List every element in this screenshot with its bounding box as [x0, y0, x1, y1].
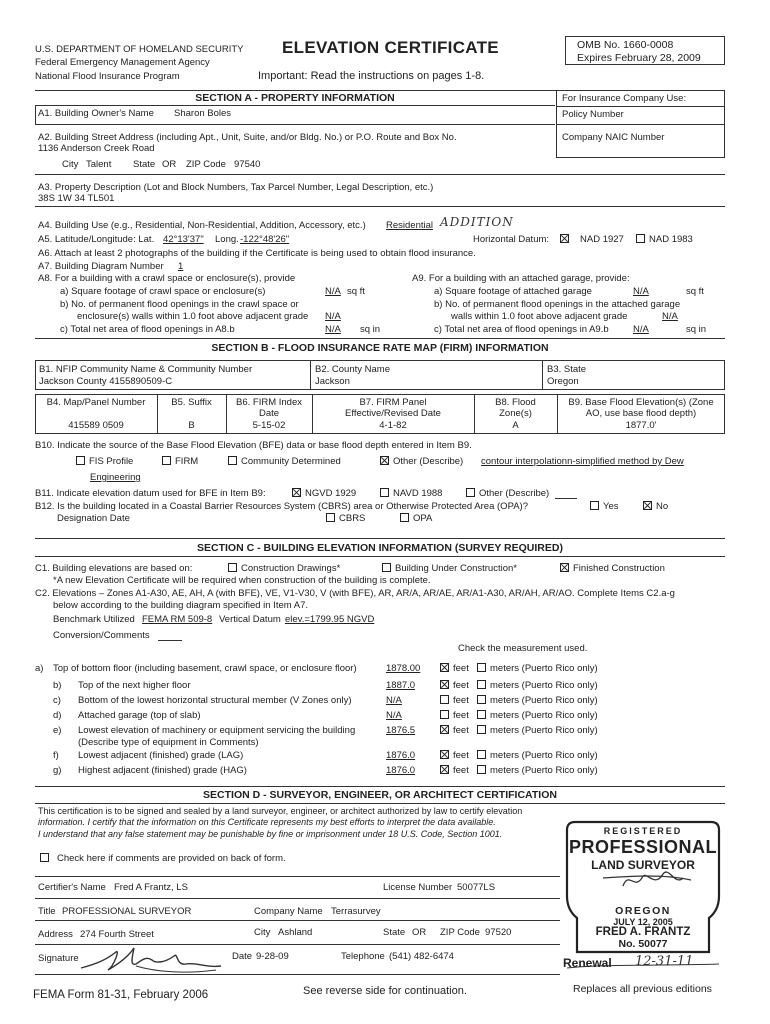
footer-form: FEMA Form 81-31, February 2006 [33, 989, 209, 1001]
row-value: N/A [386, 695, 402, 706]
fis-option[interactable] [76, 456, 133, 467]
checkbox[interactable] [440, 750, 449, 759]
community-option[interactable] [228, 456, 341, 467]
row-letter: g) [53, 765, 62, 776]
dzip-value: 97520 [485, 927, 512, 938]
meters-label: meters (Puerto Rico only) [490, 710, 598, 721]
dcity-label: City [254, 927, 271, 938]
zip-label: ZIP Code [186, 159, 226, 170]
a5-lat: 42°13'37" [163, 234, 204, 245]
b8-label: B8. Flood [495, 397, 536, 408]
a4-label: A4. Building Use (e.g., Residential, Non-Residential, Addition, Accessory, etc.) [38, 220, 366, 231]
checkbox[interactable] [440, 710, 449, 719]
nad1983-label: NAD 1983 [649, 234, 693, 245]
b7-value: 4-1-82 [379, 420, 407, 431]
comments-option[interactable] [40, 853, 286, 864]
dstate-label: State [383, 927, 406, 938]
other-label: Other (Describe) [393, 456, 464, 467]
vdatum-value: elev.=1799.95 NGVD [285, 614, 375, 625]
b11-label: B11. Indicate elevation datum used for BFE in Item B9: [35, 488, 266, 499]
certifier-label: Certifier's Name [38, 882, 106, 893]
rule [35, 898, 560, 899]
c1-note: *A new Elevation Certificate will be required when construction of the building is complete. [53, 575, 431, 586]
city-value: Talent [86, 159, 112, 170]
row-label: Lowest elevation of machinery or equipment servicing the building [78, 725, 356, 736]
stamp-renewal: Renewal [563, 956, 612, 970]
navd-option[interactable] [380, 488, 442, 499]
checkbox[interactable] [440, 765, 449, 774]
feet-option[interactable] [440, 725, 469, 736]
a5-long-label: Long. [215, 234, 239, 245]
stamp-professional: PROFESSIONAL [568, 837, 717, 857]
no-option[interactable] [643, 501, 668, 512]
cbrs-option[interactable] [326, 513, 365, 524]
stamp-renewal-date: 12-31-11 [635, 954, 694, 969]
meters-option[interactable] [477, 663, 598, 674]
a6-text: A6. Attach at least 2 photographs of the building if the Certificate is being used to obtain flood insurance. [38, 248, 476, 259]
agency-name: Federal Emergency Management Agency [35, 57, 210, 68]
a4-handwritten: ADDITION [440, 215, 514, 229]
fis-label: FIS Profile [89, 456, 134, 467]
a3-value: 38S 1W 34 TL501 [38, 193, 115, 204]
license-value: 50077LS [457, 882, 496, 893]
a8b-value: N/A [325, 311, 341, 322]
b2-label: B2. County Name [315, 364, 390, 375]
state-value: OR [162, 159, 177, 170]
rule [35, 556, 725, 557]
license-label: License Number [383, 882, 453, 893]
omb-expires: Expires February 28, 2009 [577, 52, 701, 64]
a3-label: A3. Property Description (Lot and Block Numbers, Tax Parcel Number, Legal Description, etc.) [38, 182, 434, 193]
signature-label: Signature [38, 953, 79, 964]
feet-option[interactable] [440, 765, 469, 776]
meters-label: meters (Puerto Rico only) [490, 750, 598, 761]
important-note: Important: Read the instructions on pages 1-8. [258, 70, 485, 82]
rule [35, 105, 555, 106]
checkbox[interactable] [440, 695, 449, 704]
c2-label-2: below according to the building diagram specified in Item A7. [53, 600, 309, 611]
stamp-oregon: OREGON [615, 905, 671, 917]
stamp-date: JULY 12, 2005 [613, 917, 673, 927]
feet-label: feet [453, 695, 469, 706]
cert-line-3: I understand that any false statement may be punishable by fine or imprisonment under 18 U.S. Code, Section 1001. [38, 829, 503, 839]
cert-line-2: information. I certify that the information on this Certificate represents my best efforts to interpret the data available. [38, 817, 496, 827]
b9-label-2: AO, use base flood depth) [585, 408, 697, 419]
b9-value: 1877.0' [625, 420, 657, 431]
address-value: 274 Fourth Street [80, 929, 154, 940]
checkbox-checked[interactable] [292, 488, 301, 497]
checkbox[interactable] [477, 663, 486, 672]
footer-reverse: See reverse side for continuation. [303, 985, 467, 997]
feet-option[interactable] [440, 710, 469, 721]
checkbox[interactable] [477, 680, 486, 689]
naic-label: Company NAIC Number [562, 132, 665, 143]
row-value: 1876.5 [386, 725, 416, 736]
feet-label: feet [453, 663, 469, 674]
a9b-label-2: walls within 1.0 foot above adjacent grade [451, 311, 628, 322]
checkbox[interactable] [76, 456, 85, 465]
a2-label: A2. Building Street Address (including Apt., Unit, Suite, and/or Bldg. No.) or P.O. Route and Box No. [38, 132, 457, 143]
cert-line-1: This certification is to be signed and sealed by a land surveyor, engineer, or architect authorized by law to certify elevation [38, 806, 523, 816]
b6-value: 5-15-02 [252, 420, 286, 431]
a5-long: -122°48'26" [240, 234, 290, 245]
section-c-title: SECTION C - BUILDING ELEVATION INFORMATION (SURVEY REQUIRED) [197, 542, 563, 554]
b9-label: B9. Base Flood Elevation(s) (Zone [568, 397, 714, 408]
a9c-label: c) Total net area of flood openings in A9.b [434, 324, 609, 335]
row-letter: b) [53, 680, 62, 691]
checkbox[interactable] [40, 853, 49, 862]
stamp-name: FRED A. FRANTZ [595, 926, 691, 938]
row-label: Top of the next higher floor [78, 680, 191, 691]
other-option[interactable] [380, 456, 463, 467]
a2-address: 1136 Anderson Creek Road [38, 143, 155, 154]
a4-value: Residential [386, 220, 433, 231]
row-value: 1876.0 [386, 750, 416, 761]
yes-label: Yes [603, 501, 619, 512]
a7-label: A7. Building Diagram Number [38, 261, 164, 272]
stamp-number: No. 50077 [618, 938, 668, 950]
rule [555, 498, 577, 499]
a8c-value: N/A [325, 324, 341, 335]
a8a-value: N/A [325, 286, 341, 297]
datum-label: Horizontal Datum: [473, 234, 550, 245]
b2-value: Jackson [315, 376, 350, 387]
title-value: PROFESSIONAL SURVEYOR [62, 906, 192, 917]
feet-option[interactable] [440, 750, 469, 761]
checkbox[interactable] [440, 680, 449, 689]
rule [35, 803, 725, 804]
omb-number: OMB No. 1660-0008 [577, 39, 674, 51]
row-label: Top of bottom floor (including basement, crawl space, or enclosure floor) [53, 663, 357, 674]
stamp-registered: REGISTERED [603, 826, 683, 836]
state-label: State [133, 159, 156, 170]
checkbox[interactable] [477, 750, 486, 759]
no-label: No [656, 501, 669, 512]
other-value: contour interpolationn-simplified method by Dew [481, 456, 684, 467]
b6-label: B6. FIRM Index [236, 397, 302, 408]
b1-value: Jackson County 4155890509-C [39, 376, 173, 387]
checkbox-checked[interactable] [643, 501, 652, 510]
conversion-label: Conversion/Comments [53, 630, 150, 641]
rule [35, 206, 725, 207]
designation-label: Designation Date [57, 513, 130, 524]
a8a-label: a) Square footage of crawl space or enclosure(s) [60, 286, 266, 297]
meters-label: meters (Puerto Rico only) [490, 695, 598, 706]
b11-other-option[interactable] [466, 488, 549, 499]
row-label: Lowest adjacent (finished) grade (LAG) [78, 750, 244, 761]
checkbox-checked[interactable] [380, 456, 389, 465]
finished-label: Finished Construction [573, 563, 665, 574]
b5-label: B5. Suffix [171, 397, 212, 408]
b8-value: A [512, 420, 519, 431]
b8-label-2: Zone(s) [499, 408, 532, 419]
a8c-unit: sq in [360, 324, 381, 335]
rule [35, 338, 725, 339]
a9c-unit: sq in [686, 324, 707, 335]
checkbox-checked[interactable] [560, 234, 569, 243]
meters-option[interactable] [477, 750, 598, 761]
dept-name: U.S. DEPARTMENT OF HOMELAND SECURITY [35, 44, 244, 55]
a9a-unit: sq ft [686, 286, 704, 297]
a5-label: A5. Latitude/Longitude: Lat. [38, 234, 155, 245]
cbrs-label: CBRS [339, 513, 366, 524]
a9-label: A9. For a building with an attached garage, provide: [412, 273, 630, 284]
form-title: ELEVATION CERTIFICATE [282, 38, 499, 57]
city-label: City [62, 159, 79, 170]
rule [35, 124, 555, 125]
b7-label: B7. FIRM Panel [359, 397, 427, 408]
check-measurement: Check the measurement used. [458, 643, 588, 654]
under-construction-label: Building Under Construction* [395, 563, 517, 574]
feet-option[interactable] [440, 680, 469, 691]
meters-label: meters (Puerto Rico only) [490, 680, 598, 691]
rule [310, 360, 311, 390]
meters-label: meters (Puerto Rico only) [490, 725, 598, 736]
b1-label: B1. NFIP Community Name & Community Number [39, 364, 253, 375]
opa-option[interactable] [400, 513, 432, 524]
community-label: Community Determined [241, 456, 341, 467]
row-value: 1878.00 [386, 663, 421, 674]
row-value: N/A [386, 710, 402, 721]
meters-label: meters (Puerto Rico only) [490, 765, 598, 776]
b6-label-2: Date [258, 408, 280, 419]
dzip-label: ZIP Code [440, 927, 480, 938]
benchmark-label: Benchmark Utilized [53, 614, 135, 625]
checkbox[interactable] [440, 663, 449, 672]
a8a-unit: sq ft [347, 286, 365, 297]
feet-option[interactable] [440, 695, 469, 706]
feet-label: feet [453, 765, 469, 776]
a8c-label: c) Total net area of flood openings in A8.b [60, 324, 235, 335]
a7-value: 1 [178, 261, 184, 272]
feet-label: feet [453, 750, 469, 761]
company-label: Company Name [254, 906, 323, 917]
a8-label: A8. For a building with a crawl space or enclosure(s), provide [38, 273, 296, 284]
phone-value: (541) 482-6474 [389, 951, 454, 962]
rule [35, 174, 725, 175]
checkbox[interactable] [466, 488, 475, 497]
rule [35, 538, 725, 539]
a1-label: A1. Building Owner's Name [38, 108, 154, 119]
rule [35, 786, 725, 787]
rule [35, 105, 36, 125]
firm-option[interactable] [162, 456, 198, 467]
meters-option[interactable] [477, 725, 598, 736]
rule [35, 920, 560, 921]
a8b-label: b) No. of permanent flood openings in the crawl space or [60, 299, 299, 310]
meters-option[interactable] [477, 765, 598, 776]
checkbox[interactable] [162, 456, 171, 465]
a8b-label-2: enclosure(s) walls within 1.0 foot above adjacent grade [77, 311, 309, 322]
feet-option[interactable] [440, 663, 469, 674]
b7-label-2: Effective/Revised Date [345, 408, 441, 419]
yes-option[interactable] [590, 501, 619, 512]
section-a-title: SECTION A - PROPERTY INFORMATION [195, 92, 395, 104]
checkbox[interactable] [477, 695, 486, 704]
meters-label: meters (Puerto Rico only) [490, 663, 598, 674]
row-value: 1887.0 [386, 680, 416, 691]
navd-label: NAVD 1988 [393, 488, 443, 499]
nad1983-option[interactable] [636, 234, 693, 245]
dstate-value: OR [412, 927, 427, 938]
section-d-title: SECTION D - SURVEYOR, ENGINEER, OR ARCHITECT CERTIFICATION [203, 789, 557, 801]
row-letter: f) [53, 750, 59, 761]
benchmark-value: FEMA RM 509-8 [142, 614, 213, 625]
checkbox[interactable] [636, 234, 645, 243]
b5-value: B [188, 420, 195, 431]
finished-option[interactable] [560, 563, 665, 574]
checkbox[interactable] [477, 725, 486, 734]
feet-label: feet [453, 725, 469, 736]
checkbox[interactable] [440, 725, 449, 734]
b11-other-label: Other (Describe) [479, 488, 550, 499]
b12-label: B12. Is the building located in a Coastal Barrier Resources System (CBRS) area or Otherwise Protected Area (OPA)? [35, 501, 528, 512]
rule [556, 106, 725, 107]
rule [542, 360, 543, 390]
construction-option[interactable] [228, 563, 340, 574]
firm-label: FIRM [175, 456, 199, 467]
checkbox[interactable] [400, 513, 409, 522]
checkbox[interactable] [477, 710, 486, 719]
section-b-title: SECTION B - FLOOD INSURANCE RATE MAP (FIRM) INFORMATION [211, 342, 549, 354]
checkbox[interactable] [380, 488, 389, 497]
program-name: National Flood Insurance Program [35, 71, 180, 82]
row-label: (Describe type of equipment in Comments) [78, 737, 259, 748]
checkbox[interactable] [228, 456, 237, 465]
vdatum-label: Vertical Datum [219, 614, 281, 625]
meters-option[interactable] [477, 680, 598, 691]
stamp-land-surveyor: LAND SURVEYOR [591, 858, 695, 872]
company-value: Terrasurvey [331, 906, 381, 917]
b10-label: B10. Indicate the source of the Base Flood Elevation (BFE) data or base flood depth entered in Item B9. [35, 440, 472, 451]
dcity-value: Ashland [278, 927, 313, 938]
nad1927-label: NAD 1927 [580, 234, 624, 245]
opa-label: OPA [413, 513, 433, 524]
policy-number-label: Policy Number [562, 109, 624, 120]
phone-label: Telephone [341, 951, 385, 962]
feet-label: feet [453, 680, 469, 691]
date-label: Date [232, 951, 253, 962]
row-letter: c) [53, 695, 61, 706]
c1-label: C1. Building elevations are based on: [35, 563, 193, 574]
c2-label: C2. Elevations – Zones A1-A30, AE, AH, A (with BFE), VE, V1-V30, V (with BFE), AR, AR/A, AR/AE, AR/A1-A30, AR/AH, AR/AO. Complete Items C2.a-g [35, 588, 675, 599]
ngvd-label: NGVD 1929 [305, 488, 357, 499]
checkbox[interactable] [477, 765, 486, 774]
zip-value: 97540 [234, 159, 261, 170]
row-label: Highest adjacent (finished) grade (HAG) [78, 765, 247, 776]
under-construction-option[interactable] [382, 563, 517, 574]
b3-label: B3. State [547, 364, 587, 375]
row-label: Attached garage (top of slab) [78, 710, 201, 721]
other-value-2: Engineering [90, 472, 141, 483]
b4-label: B4. Map/Panel Number [46, 397, 146, 408]
meters-option[interactable] [477, 710, 598, 721]
feet-label: feet [453, 710, 469, 721]
checkbox-checked[interactable] [560, 563, 569, 572]
a9a-value: N/A [633, 286, 649, 297]
checkbox[interactable] [382, 563, 391, 572]
rule [158, 640, 182, 641]
row-letter: d) [53, 710, 62, 721]
title-label: Title [38, 906, 56, 917]
surveyor-stamp [563, 814, 723, 974]
b4-value: 415589 0509 [68, 420, 124, 431]
checkbox[interactable] [590, 501, 599, 510]
a9a-label: a) Square footage of attached garage [434, 286, 592, 297]
a1-owner-name: Sharon Boles [174, 108, 232, 119]
a9c-value: N/A [633, 324, 649, 335]
nad1927-option[interactable] [560, 234, 624, 245]
meters-option[interactable] [477, 695, 598, 706]
a9b-label: b) No. of permanent flood openings in the attached garage [434, 299, 681, 310]
insurance-use: For Insurance Company Use: [562, 93, 687, 104]
comments-label: Check here if comments are provided on back of form. [57, 853, 286, 864]
row-value: 1876.0 [386, 765, 416, 776]
rule [35, 974, 560, 975]
b3-value: Oregon [547, 376, 579, 387]
address-label: Address [38, 929, 73, 940]
rule [35, 876, 560, 877]
certifier-value: Fred A Frantz, LS [114, 882, 188, 893]
rule [556, 124, 725, 125]
row-letter: e) [53, 725, 62, 736]
a9b-value: N/A [662, 311, 678, 322]
date-value: 9-28-09 [256, 951, 289, 962]
checkbox[interactable] [326, 513, 335, 522]
construction-label: Construction Drawings* [241, 563, 341, 574]
footer-replaces: Replaces all previous editions [573, 983, 712, 995]
row-letter: a) [35, 663, 44, 674]
checkbox[interactable] [228, 563, 237, 572]
ngvd-option[interactable] [292, 488, 356, 499]
row-label: Bottom of the lowest horizontal structural member (V Zones only) [78, 695, 352, 706]
